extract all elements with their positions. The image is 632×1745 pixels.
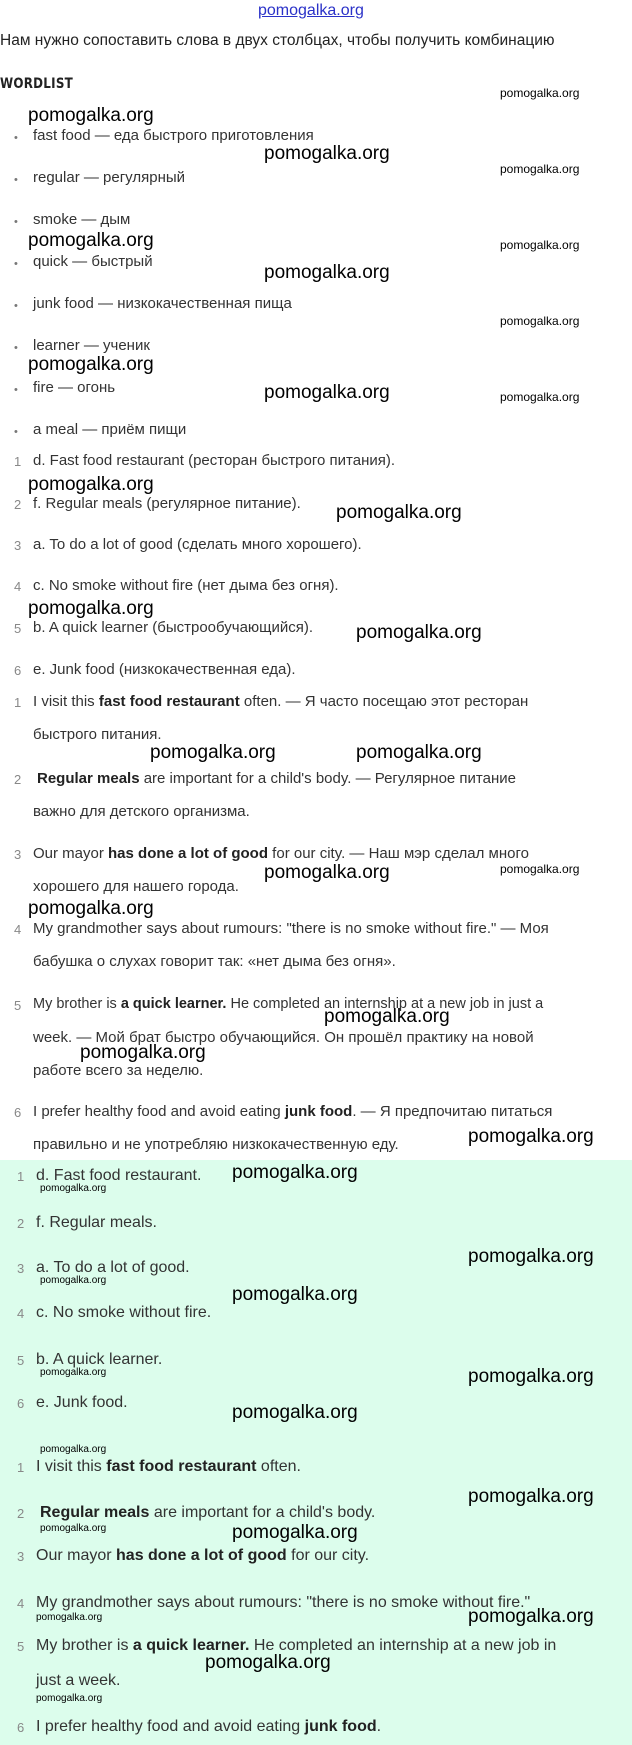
watermark: pomogalka.org	[356, 742, 482, 763]
match-item: f. Regular meals (регулярное питание).	[33, 495, 301, 512]
bullet: •	[14, 342, 18, 354]
bullet: •	[14, 300, 18, 312]
list-item: fast food — еда быстрого приготовления	[33, 127, 314, 144]
watermark: pomogalka.org	[500, 238, 580, 252]
list-item: smoke — дым	[33, 211, 131, 228]
item-number: 6	[17, 1720, 25, 1735]
sentence-line: бабушка о слухах говорит так: «нет дыма без огня».	[33, 953, 396, 970]
watermark: pomogalka.org	[232, 1522, 358, 1543]
watermark: pomogalka.org	[28, 230, 154, 251]
item-number: 4	[14, 579, 22, 594]
sentence-line: I prefer healthy food and avoid eating junk food. — Я предпочитаю питаться	[33, 1103, 553, 1120]
sentence-line: хорошего для нашего города.	[33, 878, 239, 895]
match-item: a. To do a lot of good (сделать много хорошего).	[33, 536, 362, 553]
match-item: c. No smoke without fire (нет дыма без огня).	[33, 577, 339, 594]
answer-item: f. Regular meals.	[36, 1214, 157, 1231]
watermark: pomogalka.org	[36, 1612, 103, 1623]
sentence-line: важно для детского организма.	[33, 803, 250, 820]
item-number: 2	[14, 772, 22, 787]
watermark: pomogalka.org	[40, 1183, 107, 1194]
item-number: 6	[14, 1105, 22, 1120]
watermark: pomogalka.org	[468, 1486, 594, 1507]
bullet: •	[14, 132, 18, 144]
match-item: b. A quick learner (быстрообучающийся).	[33, 619, 314, 636]
watermark: pomogalka.org	[324, 1006, 450, 1027]
watermark: pomogalka.org	[150, 742, 276, 763]
answer-item: d. Fast food restaurant.	[36, 1167, 202, 1184]
item-number: 4	[14, 922, 22, 937]
bullet: •	[14, 174, 18, 186]
list-item: a meal — приём пищи	[33, 421, 187, 438]
sentence-line: работе всего за неделю.	[33, 1062, 204, 1079]
item-number: 5	[14, 621, 22, 636]
item-number: 5	[14, 998, 22, 1013]
answer-item: b. A quick learner.	[36, 1351, 163, 1368]
sentence-line: My grandmother says about rumours: "there is no smoke without fire." — Моя	[33, 920, 549, 937]
bullet: •	[14, 426, 18, 438]
item-number: 3	[17, 1261, 25, 1276]
watermark: pomogalka.org	[356, 622, 482, 643]
item-number: 6	[17, 1396, 25, 1411]
watermark: pomogalka.org	[40, 1275, 107, 1286]
watermark: pomogalka.org	[28, 474, 154, 495]
answer-sentence: My grandmother says about rumours: "there is no smoke without fire."	[36, 1594, 531, 1611]
watermark: pomogalka.org	[500, 862, 580, 876]
bullet: •	[14, 216, 18, 228]
sentence-line: My brother is a quick learner. He completed an internship at a new job in just a	[33, 996, 544, 1012]
item-number: 2	[17, 1506, 25, 1521]
item-number: 5	[17, 1639, 25, 1654]
intro-text: Нам нужно сопоставить слова в двух столбцах, чтобы получить комбинацию	[0, 32, 555, 49]
sentence-line: I visit this fast food restaurant often. — Я часто посещаю этот ресторан	[33, 693, 529, 710]
item-number: 1	[14, 454, 22, 469]
watermark: pomogalka.org	[232, 1402, 358, 1423]
watermark: pomogalka.org	[28, 898, 154, 919]
item-number: 3	[14, 847, 22, 862]
item-number: 3	[14, 538, 22, 553]
watermark: pomogalka.org	[40, 1367, 107, 1378]
match-item: e. Junk food (низкокачественная еда).	[33, 661, 296, 678]
watermark: pomogalka.org	[28, 105, 154, 126]
wordlist-heading: WORDLIST	[0, 76, 74, 92]
list-item: regular — регулярный	[33, 169, 186, 186]
item-number: 2	[17, 1216, 25, 1231]
sentence-line: правильно и не употребляю низкокачественную еду.	[33, 1136, 399, 1153]
sentence-line: Our mayor has done a lot of good for our city. — Наш мэр сделал много	[33, 845, 529, 862]
answer-item: e. Junk food.	[36, 1394, 128, 1411]
list-item: quick — быстрый	[33, 253, 153, 270]
item-number: 3	[17, 1549, 25, 1564]
sentence-line: быстрого питания.	[33, 726, 162, 743]
item-number: 4	[17, 1306, 25, 1321]
match-item: d. Fast food restaurant (ресторан быстрого питания).	[33, 452, 396, 469]
watermark: pomogalka.org	[28, 598, 154, 619]
item-number: 1	[17, 1169, 25, 1184]
item-number: 6	[14, 663, 22, 678]
watermark: pomogalka.org	[40, 1444, 107, 1455]
answer-item: c. No smoke without fire.	[36, 1304, 212, 1321]
answer-sentence: My brother is a quick learner. He completed an internship at a new job in	[36, 1637, 557, 1654]
watermark: pomogalka.org	[36, 1693, 103, 1704]
bullet: •	[14, 384, 18, 396]
list-item: fire — огонь	[33, 379, 116, 396]
answer-sentence: Our mayor has done a lot of good for our city.	[36, 1547, 370, 1564]
watermark: pomogalka.org	[500, 86, 580, 100]
sentence-line: Regular meals are important for a child's body. — Регулярное питание	[37, 770, 516, 787]
watermark: pomogalka.org	[500, 314, 580, 328]
answer-sentence: Regular meals are important for a child's body.	[40, 1504, 376, 1521]
answer-item: a. To do a lot of good.	[36, 1259, 190, 1276]
watermark: pomogalka.org	[205, 1652, 331, 1673]
answer-sentence: I prefer healthy food and avoid eating junk food.	[36, 1718, 382, 1735]
watermark: pomogalka.org	[468, 1246, 594, 1267]
item-number: 1	[17, 1460, 25, 1475]
watermark: pomogalka.org	[80, 1042, 206, 1063]
item-number: 2	[14, 497, 22, 512]
watermark: pomogalka.org	[500, 390, 580, 404]
watermark: pomogalka.org	[264, 143, 390, 164]
answer-sentence: I visit this fast food restaurant often.	[36, 1458, 301, 1475]
list-item: learner — ученик	[33, 337, 150, 354]
watermark: pomogalka.org	[40, 1523, 107, 1534]
watermark: pomogalka.org	[232, 1284, 358, 1305]
watermark: pomogalka.org	[468, 1126, 594, 1147]
watermark: pomogalka.org	[500, 162, 580, 176]
watermark: pomogalka.org	[264, 862, 390, 883]
item-number: 4	[17, 1596, 25, 1611]
watermark: pomogalka.org	[468, 1606, 594, 1627]
sentence-line: week. — Мой брат быстро обучающийся. Он прошёл практику на новой	[33, 1029, 534, 1046]
item-number: 1	[14, 695, 22, 710]
site-link[interactable]: pomogalka.org	[258, 2, 364, 19]
watermark: pomogalka.org	[468, 1366, 594, 1387]
bullet: •	[14, 258, 18, 270]
watermark: pomogalka.org	[336, 502, 462, 523]
answer-sentence: just a week.	[36, 1672, 121, 1689]
watermark: pomogalka.org	[264, 262, 390, 283]
watermark: pomogalka.org	[232, 1162, 358, 1183]
list-item: junk food — низкокачественная пища	[33, 295, 292, 312]
item-number: 5	[17, 1353, 25, 1368]
watermark: pomogalka.org	[264, 382, 390, 403]
watermark: pomogalka.org	[28, 354, 154, 375]
